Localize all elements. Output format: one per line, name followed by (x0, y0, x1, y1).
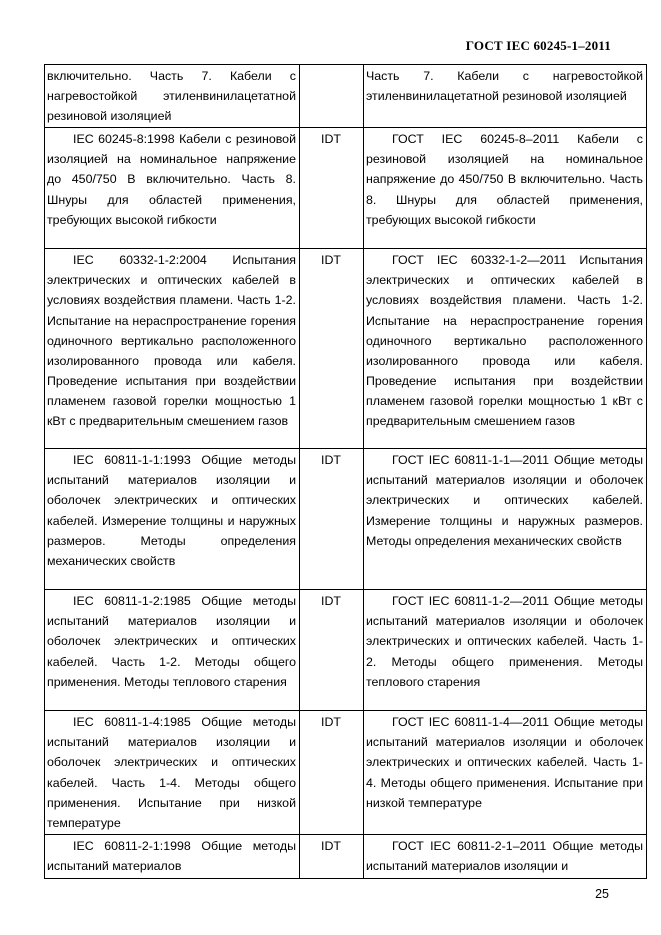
degree-cell: IDT (300, 590, 364, 711)
national-standard-cell: ГОСТ IEC 60811-2-1–2011 Общие методы испытаний материалов изоляции и (364, 834, 647, 878)
table-row (45, 834, 647, 878)
international-standard-cell: IEC 60811-2-1:1998 Общие методы испытаний материалов (45, 834, 300, 878)
national-standard-cell: ГОСТ IEC 60332-1-2—2011 Испытания электрических и оптических кабелей в условиях воздействия пламени. Часть 1-2. Испытание на нераспространение горения одиночного вертикально расположенного изолированного провода или кабеля. Проведение испытания при воздействии пламенем газовой горелки мощностью 1 кВт с предварительным смешением газов (364, 249, 647, 449)
national-standard-cell: ГОСТ IEC 60811-1-2—2011 Общие методы испытаний материалов изоляции и оболочек электрических и оптических кабелей. Часть 1-2. Методы общего применения. Методы теплового старения (364, 590, 647, 711)
table-row (45, 249, 647, 449)
table-row (45, 128, 647, 249)
national-standard-cell: ГОСТ IEC 60811-1-1—2011 Общие методы испытаний материалов изоляции и оболочек электрических и оптических кабелей. Измерение толщины и наружных размеров. Методы определения механических свойств (364, 449, 647, 590)
national-standard-cell: ГОСТ IEC 60811-1-4—2011 Общие методы испытаний материалов изоляции и оболочек электрических и оптических кабелей. Часть 1-4. Методы общего применения. Испытание при низкой температуре (364, 711, 647, 835)
international-standard-cell: IEC 60811-1-4:1985 Общие методы испытаний материалов изоляции и оболочек электрических и оптических кабелей. Часть 1-4. Методы общего применения. Испытание при низкой температуре (45, 711, 300, 835)
international-standard-cell: включительно. Часть 7. Кабели с нагревостойкой этиленвинилацетатной резиновой изоляцией (45, 65, 300, 128)
international-standard-cell: IEC 60811-1-1:1993 Общие методы испытаний материалов изоляции и оболочек электрических и оптических кабелей. Измерение толщины и наружных размеров. Методы определения механических свойств (45, 449, 300, 590)
degree-cell: IDT (300, 449, 364, 590)
table-row (45, 65, 647, 128)
degree-cell: IDT (300, 128, 364, 249)
international-standard-cell: IEC 60811-1-2:1985 Общие методы испытаний материалов изоляции и оболочек электрических и оптических кабелей. Часть 1-2. Методы общего применения. Методы теплового старения (45, 590, 300, 711)
international-standard-cell: IEC 60332-1-2:2004 Испытания электрических и оптических кабелей в условиях воздействия пламени. Часть 1-2. Испытание на нераспространение горения одиночного вертикально расположенного изолированного провода или кабеля. Проведение испытания при воздействии пламенем газовой горелки мощностью 1 кВт с предварительным смешением газов (45, 249, 300, 449)
document-header: ГОСТ IEC 60245-1–2011 (465, 38, 611, 53)
standards-table (44, 64, 647, 879)
table-row (45, 711, 647, 835)
national-standard-cell: ГОСТ IEC 60245-8–2011 Кабели с резиновой изоляцией на номинальное напряжение до 450/750 В включительно. Часть 8. Шнуры для областей применения, требующих высокой гибкости (364, 128, 647, 249)
degree-cell (300, 65, 364, 128)
degree-cell: IDT (300, 834, 364, 878)
national-standard-cell: Часть 7. Кабели с нагревостойкой этиленвинилацетатной резиновой изоляцией (364, 65, 647, 128)
degree-cell: IDT (300, 249, 364, 449)
table-row (45, 590, 647, 711)
degree-cell: IDT (300, 711, 364, 835)
page-number: 25 (595, 887, 609, 901)
international-standard-cell: IEC 60245-8:1998 Кабели с резиновой изоляцией на номинальное напряжение до 450/750 В включительно. Часть 8. Шнуры для областей применения, требующих высокой гибкости (45, 128, 300, 249)
table-row (45, 449, 647, 590)
